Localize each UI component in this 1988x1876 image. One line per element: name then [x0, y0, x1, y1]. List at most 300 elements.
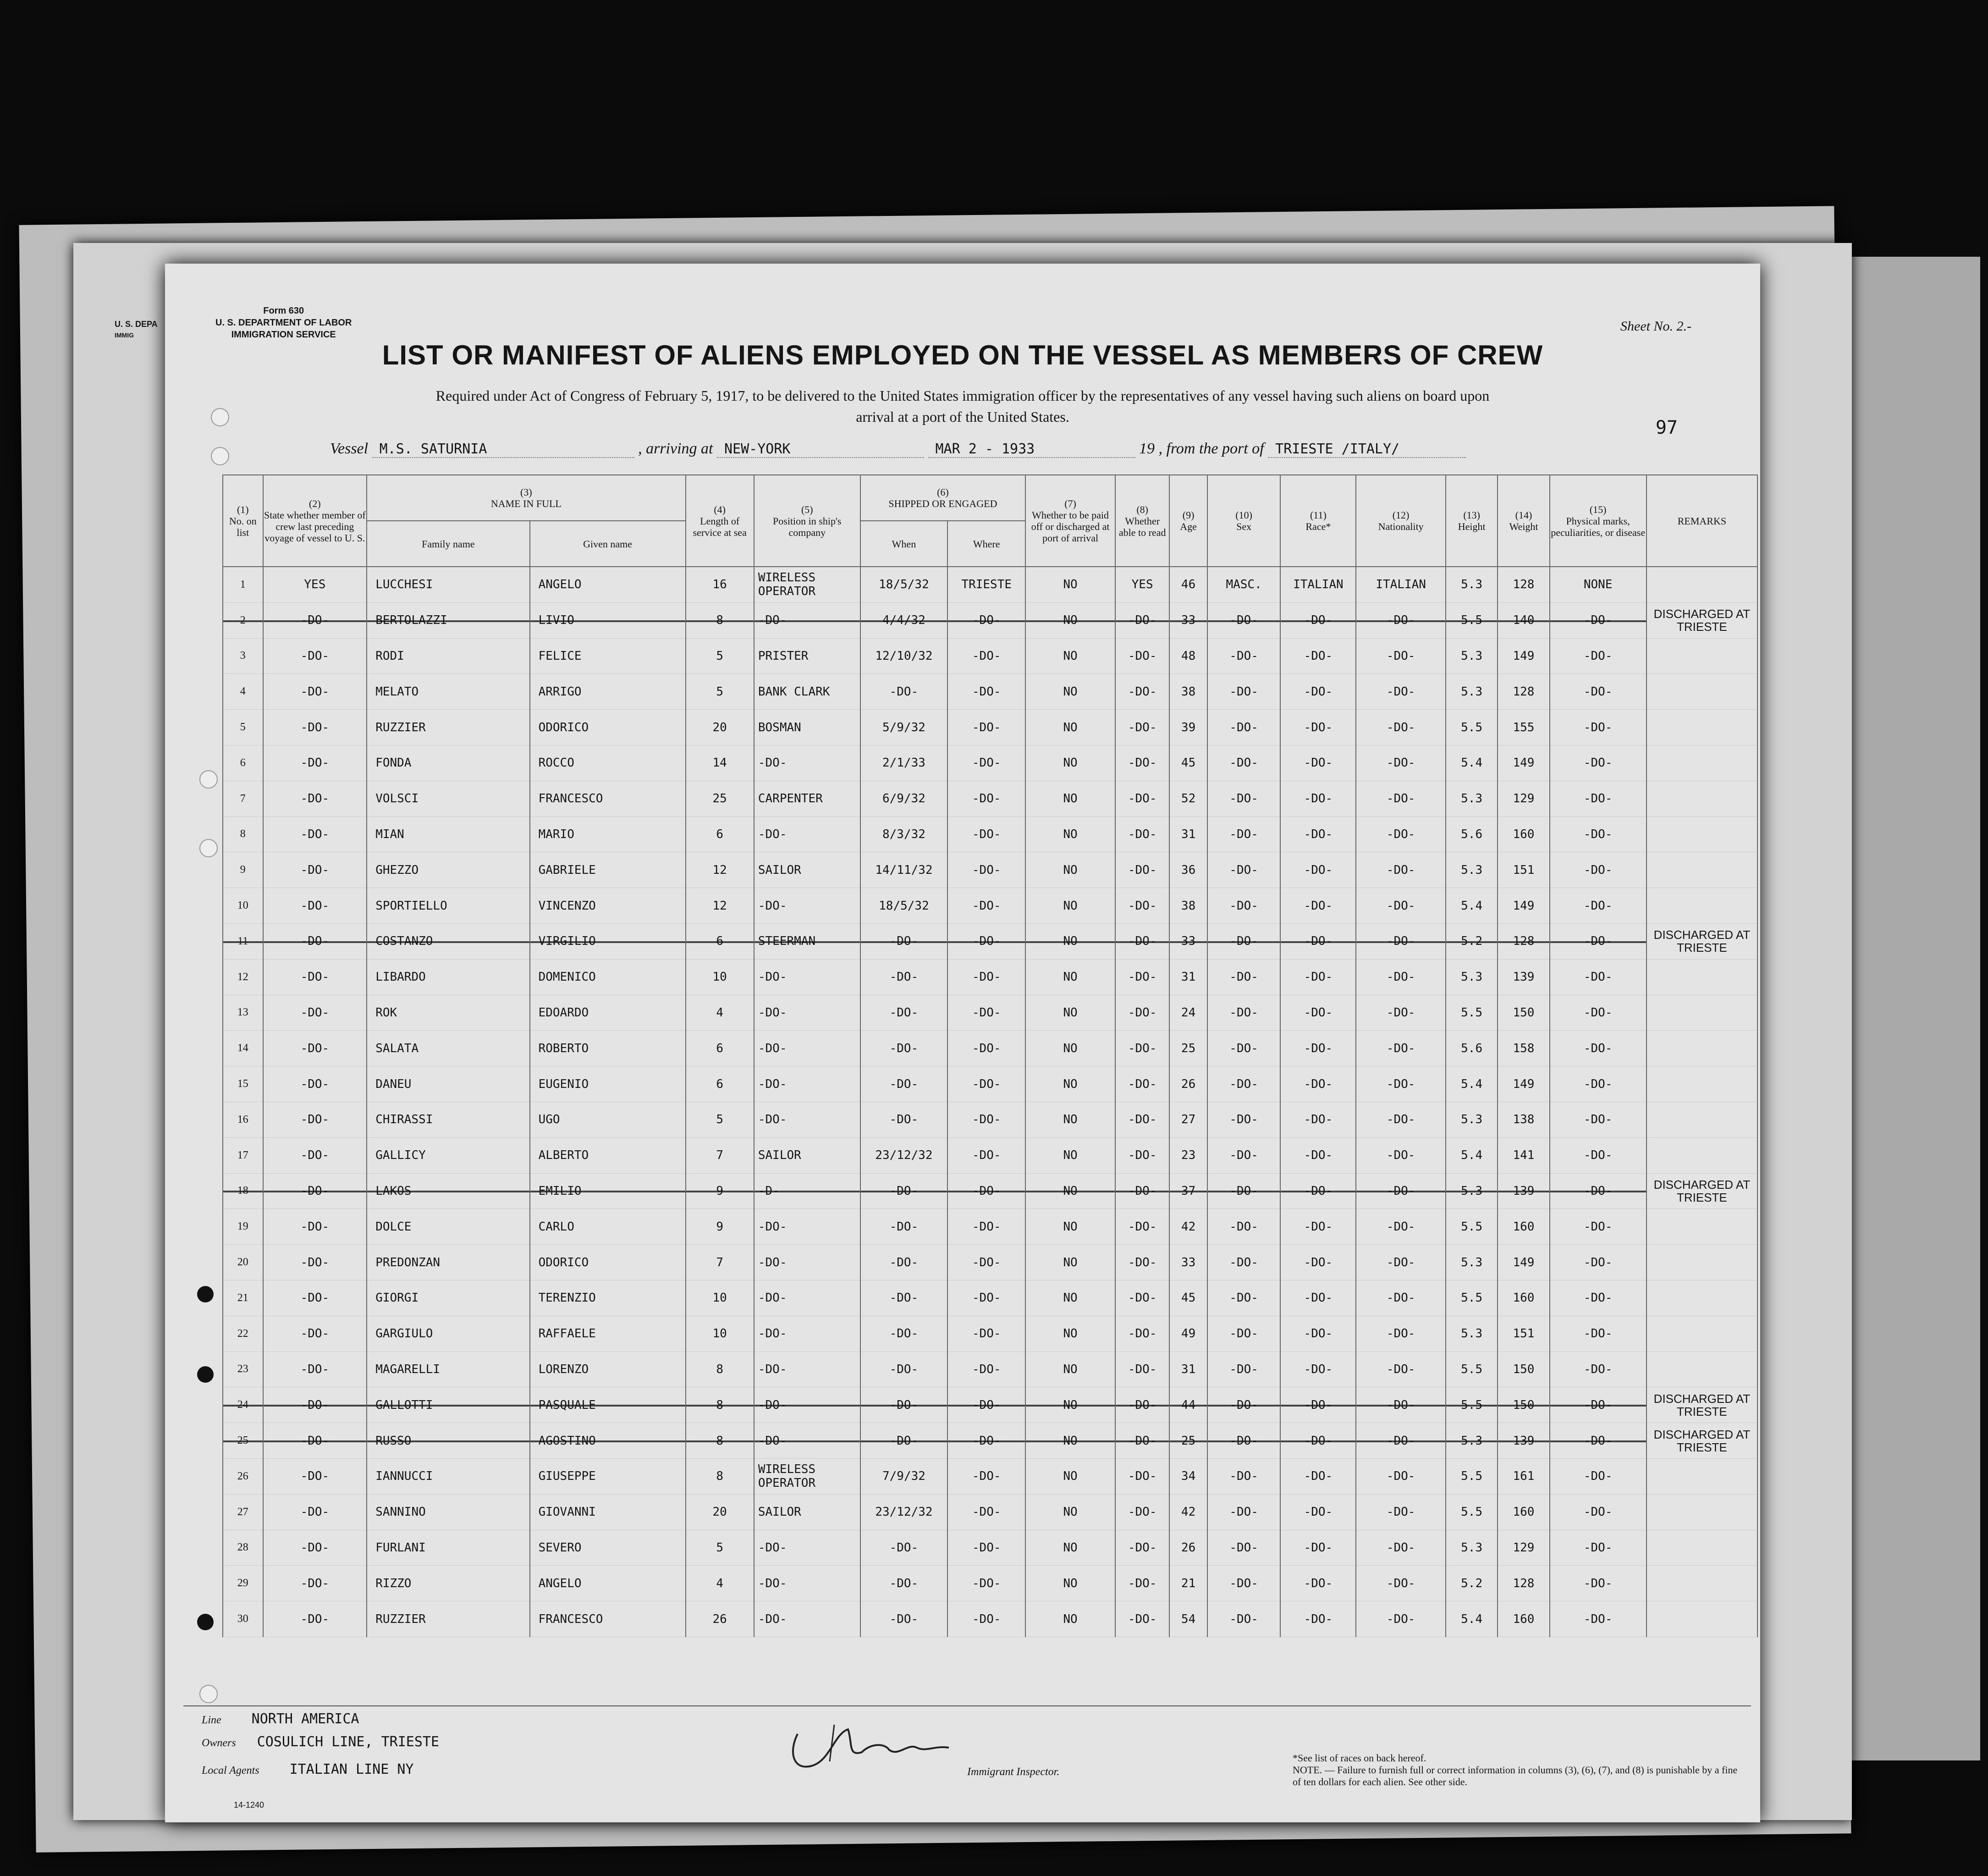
nationality-cell: -DO-	[1356, 674, 1446, 710]
nationality-cell: -DO-	[1356, 1245, 1446, 1280]
paid-off-cell: NO	[1025, 1316, 1115, 1352]
shipped-where-cell: -DO-	[947, 1031, 1025, 1066]
position-cell: -DO-	[754, 1066, 860, 1102]
age-cell: 36	[1169, 852, 1207, 888]
previous-voyage-cell: -DO-	[263, 745, 367, 781]
previous-voyage-cell: -DO-	[263, 852, 367, 888]
position-cell: -DO-	[754, 1209, 860, 1245]
previous-voyage-cell: -DO-	[263, 1423, 367, 1459]
given-name-cell: UGO	[530, 1102, 686, 1137]
given-name-cell: ALBERTO	[530, 1137, 686, 1173]
able-to-read-cell: -DO-	[1115, 1423, 1169, 1459]
height-cell: 5.5	[1446, 1494, 1498, 1530]
remarks-cell: DISCHARGED AT TRIESTE	[1647, 1423, 1757, 1459]
weight-cell: 150	[1498, 995, 1549, 1031]
table-row	[223, 1566, 1757, 1601]
able-to-read-cell: -DO-	[1115, 1280, 1169, 1316]
nationality-cell: -DO-	[1356, 1031, 1446, 1066]
paid-off-cell: NO	[1025, 710, 1115, 745]
race-cell: -DO-	[1280, 1031, 1356, 1066]
given-name-cell: DOMENICO	[530, 959, 686, 995]
weight-cell: 161	[1498, 1458, 1549, 1494]
position-cell: -DO-	[754, 995, 860, 1031]
shipped-where-cell: -DO-	[947, 1494, 1025, 1530]
col-when-header: When	[860, 521, 948, 567]
row-number-cell: 12	[223, 959, 263, 995]
shipped-when-cell: 6/9/32	[860, 781, 948, 817]
race-cell: -DO-	[1280, 1245, 1356, 1280]
age-cell: 26	[1169, 1530, 1207, 1566]
height-cell: 5.4	[1446, 745, 1498, 781]
age-cell: 54	[1169, 1601, 1207, 1637]
col-nationality-header: (12) Nationality	[1356, 475, 1446, 567]
physical-marks-cell: -DO-	[1550, 1031, 1647, 1066]
position-cell: -DO-	[754, 888, 860, 924]
table-row	[223, 1423, 1757, 1459]
family-name-cell: MELATO	[367, 674, 529, 710]
physical-marks-cell: -DO-	[1550, 781, 1647, 817]
remarks-cell	[1647, 781, 1757, 817]
nationality-cell: -DO-	[1356, 602, 1446, 638]
table-row	[223, 852, 1757, 888]
vessel-line	[330, 440, 1466, 458]
shipped-when-cell: 23/12/32	[860, 1137, 948, 1173]
physical-marks-cell: -DO-	[1550, 888, 1647, 924]
sex-cell: MASC.	[1207, 567, 1281, 602]
physical-marks-cell: -DO-	[1550, 1066, 1647, 1102]
shipped-where-cell: -DO-	[947, 1316, 1025, 1352]
race-cell: -DO-	[1280, 1173, 1356, 1209]
height-cell: 5.3	[1446, 567, 1498, 602]
race-cell: -DO-	[1280, 888, 1356, 924]
race-cell: -DO-	[1280, 781, 1356, 817]
col-physical-marks-header: (15) Physical marks, peculiarities, or disease	[1550, 475, 1647, 567]
previous-voyage-cell: -DO-	[263, 1209, 367, 1245]
given-name-cell: CARLO	[530, 1209, 686, 1245]
punch-hole	[199, 839, 218, 857]
able-to-read-cell: -DO-	[1115, 1387, 1169, 1423]
height-cell: 5.4	[1446, 1066, 1498, 1102]
age-cell: 38	[1169, 888, 1207, 924]
punch-hole	[211, 408, 229, 426]
age-cell: 38	[1169, 674, 1207, 710]
paid-off-cell: NO	[1025, 745, 1115, 781]
position-cell: -DO-	[754, 1387, 860, 1423]
previous-voyage-cell: -DO-	[263, 1102, 367, 1137]
shipped-when-cell: -DO-	[860, 1566, 948, 1601]
height-cell: 5.5	[1446, 1209, 1498, 1245]
given-name-cell: ODORICO	[530, 1245, 686, 1280]
sex-cell: -DO-	[1207, 1423, 1281, 1459]
age-cell: 39	[1169, 710, 1207, 745]
line-value: NORTH AMERICA	[251, 1711, 359, 1727]
able-to-read-cell: -DO-	[1115, 1566, 1169, 1601]
table-row	[223, 817, 1757, 852]
race-cell: -DO-	[1280, 710, 1356, 745]
previous-voyage-cell: -DO-	[263, 923, 367, 959]
previous-voyage-cell: -DO-	[263, 1316, 367, 1352]
vessel-name: M.S. SATURNIA	[372, 441, 634, 458]
year-label: 19	[1139, 440, 1155, 457]
height-cell: 5.5	[1446, 1352, 1498, 1387]
able-to-read-cell: -DO-	[1115, 995, 1169, 1031]
row-number-cell: 10	[223, 888, 263, 924]
previous-voyage-cell: -DO-	[263, 817, 367, 852]
family-name-cell: CHIRASSI	[367, 1102, 529, 1137]
able-to-read-cell: -DO-	[1115, 781, 1169, 817]
weight-cell: 141	[1498, 1137, 1549, 1173]
shipped-where-cell: -DO-	[947, 1566, 1025, 1601]
service-length-cell: 20	[686, 1494, 754, 1530]
family-name-cell: LAKOS	[367, 1173, 529, 1209]
able-to-read-cell: -DO-	[1115, 1530, 1169, 1566]
nationality-cell: -DO-	[1356, 1209, 1446, 1245]
remarks-cell	[1647, 674, 1757, 710]
nationality-cell: -DO-	[1356, 638, 1446, 674]
given-name-cell: VINCENZO	[530, 888, 686, 924]
sex-cell: -DO-	[1207, 1031, 1281, 1066]
height-cell: 5.6	[1446, 817, 1498, 852]
previous-voyage-cell: -DO-	[263, 674, 367, 710]
physical-marks-cell: -DO-	[1550, 1423, 1647, 1459]
inspector-label: Immigrant Inspector.	[967, 1766, 1060, 1778]
table-row	[223, 1173, 1757, 1209]
col-service-header: (4) Length of service at sea	[686, 475, 754, 567]
nationality-cell: -DO-	[1356, 1387, 1446, 1423]
family-name-cell: MAGARELLI	[367, 1352, 529, 1387]
previous-voyage-cell: -DO-	[263, 1566, 367, 1601]
weight-cell: 129	[1498, 781, 1549, 817]
weight-cell: 128	[1498, 923, 1549, 959]
shipped-when-cell: -DO-	[860, 995, 948, 1031]
position-cell: -DO-	[754, 1530, 860, 1566]
given-name-cell: GABRIELE	[530, 852, 686, 888]
col-sex-header: (10) Sex	[1207, 475, 1281, 567]
sex-cell: -DO-	[1207, 745, 1281, 781]
service-length-cell: 4	[686, 995, 754, 1031]
arrival-date: MAR 2 - 1933	[928, 441, 1135, 458]
paid-off-cell: NO	[1025, 995, 1115, 1031]
able-to-read-cell: -DO-	[1115, 888, 1169, 924]
position-cell: SAILOR	[754, 1494, 860, 1530]
punch-hole	[211, 447, 229, 465]
family-name-cell: LUCCHESI	[367, 567, 529, 602]
row-number-cell: 29	[223, 1566, 263, 1601]
nationality-cell: -DO-	[1356, 1173, 1446, 1209]
given-name-cell: FRANCESCO	[530, 781, 686, 817]
sex-cell: -DO-	[1207, 1173, 1281, 1209]
given-name-cell: ODORICO	[530, 710, 686, 745]
physical-marks-cell: -DO-	[1550, 710, 1647, 745]
table-row	[223, 1137, 1757, 1173]
weight-cell: 151	[1498, 852, 1549, 888]
able-to-read-cell: -DO-	[1115, 852, 1169, 888]
shipped-when-cell: 18/5/32	[860, 888, 948, 924]
shipped-where-cell: -DO-	[947, 1458, 1025, 1494]
position-cell: -DO-	[754, 1566, 860, 1601]
remarks-cell	[1647, 1566, 1757, 1601]
position-cell: PRISTER	[754, 638, 860, 674]
age-cell: 21	[1169, 1566, 1207, 1601]
col-family-name-header: Family name	[367, 521, 529, 567]
remarks-cell	[1647, 638, 1757, 674]
height-cell: 5.5	[1446, 1280, 1498, 1316]
row-number-cell: 3	[223, 638, 263, 674]
nationality-cell: -DO-	[1356, 1316, 1446, 1352]
nationality-cell: -DO-	[1356, 1601, 1446, 1637]
shipped-where-cell: -DO-	[947, 1173, 1025, 1209]
sex-cell: -DO-	[1207, 1316, 1281, 1352]
given-name-cell: ARRIGO	[530, 674, 686, 710]
given-name-cell: TERENZIO	[530, 1280, 686, 1316]
previous-voyage-cell: -DO-	[263, 1352, 367, 1387]
sex-cell: -DO-	[1207, 1458, 1281, 1494]
shipped-when-cell: -DO-	[860, 1423, 948, 1459]
row-number-cell: 27	[223, 1494, 263, 1530]
height-cell: 5.3	[1446, 1173, 1498, 1209]
row-number-cell: 21	[223, 1280, 263, 1316]
previous-voyage-cell: -DO-	[263, 1458, 367, 1494]
weight-cell: 160	[1498, 817, 1549, 852]
given-name-cell: EDOARDO	[530, 995, 686, 1031]
row-number-cell: 4	[223, 674, 263, 710]
shipped-where-cell: -DO-	[947, 781, 1025, 817]
table-row	[223, 1458, 1757, 1494]
agents-label: Local Agents	[202, 1765, 259, 1777]
row-number-cell: 17	[223, 1137, 263, 1173]
race-cell: -DO-	[1280, 1316, 1356, 1352]
col-remarks-header: REMARKS	[1647, 475, 1757, 567]
paid-off-cell: NO	[1025, 959, 1115, 995]
remarks-cell	[1647, 1352, 1757, 1387]
age-cell: 48	[1169, 638, 1207, 674]
sex-cell: -DO-	[1207, 1137, 1281, 1173]
given-name-cell: FELICE	[530, 638, 686, 674]
weight-cell: 139	[1498, 1423, 1549, 1459]
race-cell: -DO-	[1280, 995, 1356, 1031]
remarks-cell	[1647, 1102, 1757, 1137]
footer-line	[202, 1711, 359, 1727]
nationality-cell: -DO-	[1356, 923, 1446, 959]
previous-voyage-cell: -DO-	[263, 959, 367, 995]
shipped-where-cell: -DO-	[947, 959, 1025, 995]
weight-cell: 128	[1498, 674, 1549, 710]
sex-cell: -DO-	[1207, 1601, 1281, 1637]
page-number: 97	[1655, 417, 1678, 438]
family-name-cell: DANEU	[367, 1066, 529, 1102]
table-row	[223, 602, 1757, 638]
sex-cell: -DO-	[1207, 710, 1281, 745]
height-cell: 5.2	[1446, 1566, 1498, 1601]
physical-marks-cell: -DO-	[1550, 852, 1647, 888]
position-cell: -DO-	[754, 817, 860, 852]
sex-cell: -DO-	[1207, 1566, 1281, 1601]
table-row	[223, 1352, 1757, 1387]
remarks-cell	[1647, 1494, 1757, 1530]
height-cell: 5.3	[1446, 1102, 1498, 1137]
able-to-read-cell: -DO-	[1115, 1031, 1169, 1066]
race-cell: -DO-	[1280, 959, 1356, 995]
row-number-cell: 24	[223, 1387, 263, 1423]
remarks-cell	[1647, 888, 1757, 924]
paid-off-cell: NO	[1025, 781, 1115, 817]
physical-marks-cell: -DO-	[1550, 1530, 1647, 1566]
service-length-cell: 7	[686, 1245, 754, 1280]
position-cell: WIRELESS OPERATOR	[754, 1458, 860, 1494]
paid-off-cell: NO	[1025, 1209, 1115, 1245]
punch-hole	[197, 1614, 214, 1630]
race-cell: -DO-	[1280, 817, 1356, 852]
sex-cell: -DO-	[1207, 1280, 1281, 1316]
shipped-when-cell: -DO-	[860, 1387, 948, 1423]
position-cell: CARPENTER	[754, 781, 860, 817]
shipped-where-cell: -DO-	[947, 995, 1025, 1031]
given-name-cell: SEVERO	[530, 1530, 686, 1566]
remarks-cell	[1647, 1458, 1757, 1494]
remarks-cell	[1647, 959, 1757, 995]
nationality-cell: ITALIAN	[1356, 567, 1446, 602]
remarks-cell	[1647, 710, 1757, 745]
previous-voyage-cell: -DO-	[263, 781, 367, 817]
family-name-cell: RUSSO	[367, 1423, 529, 1459]
service-length-cell: 10	[686, 1316, 754, 1352]
height-cell: 5.3	[1446, 1423, 1498, 1459]
weight-cell: 151	[1498, 1316, 1549, 1352]
shipped-where-cell: -DO-	[947, 1280, 1025, 1316]
nationality-cell: -DO-	[1356, 745, 1446, 781]
age-cell: 42	[1169, 1209, 1207, 1245]
race-cell: -DO-	[1280, 1066, 1356, 1102]
paid-off-cell: NO	[1025, 1601, 1115, 1637]
previous-voyage-cell: -DO-	[263, 1530, 367, 1566]
punch-hole	[199, 1685, 218, 1703]
age-cell: 31	[1169, 1352, 1207, 1387]
form-code: 14-1240	[234, 1800, 264, 1810]
family-name-cell: RIZZO	[367, 1566, 529, 1601]
row-number-cell: 22	[223, 1316, 263, 1352]
shipped-when-cell: 18/5/32	[860, 567, 948, 602]
weight-cell: 160	[1498, 1494, 1549, 1530]
shipped-where-cell: -DO-	[947, 817, 1025, 852]
shipped-when-cell: -DO-	[860, 1066, 948, 1102]
able-to-read-cell: -DO-	[1115, 923, 1169, 959]
shipped-where-cell: -DO-	[947, 923, 1025, 959]
family-name-cell: RUZZIER	[367, 1601, 529, 1637]
remarks-cell: DISCHARGED AT TRIESTE	[1647, 602, 1757, 638]
paid-off-cell: NO	[1025, 602, 1115, 638]
race-cell: -DO-	[1280, 1494, 1356, 1530]
nationality-cell: -DO-	[1356, 1102, 1446, 1137]
able-to-read-cell: -DO-	[1115, 710, 1169, 745]
previous-voyage-cell: -DO-	[263, 1137, 367, 1173]
table-row	[223, 1316, 1757, 1352]
row-number-cell: 7	[223, 781, 263, 817]
height-cell: 5.5	[1446, 1387, 1498, 1423]
physical-marks-cell: -DO-	[1550, 1601, 1647, 1637]
sex-cell: -DO-	[1207, 1209, 1281, 1245]
service-length-cell: 25	[686, 781, 754, 817]
able-to-read-cell: -DO-	[1115, 1494, 1169, 1530]
previous-voyage-cell: -DO-	[263, 710, 367, 745]
paid-off-cell: NO	[1025, 1137, 1115, 1173]
shipped-where-cell: -DO-	[947, 1102, 1025, 1137]
service-length-cell: 5	[686, 1530, 754, 1566]
table-row	[223, 567, 1757, 602]
service-length-cell: 14	[686, 745, 754, 781]
position-cell: -DO-	[754, 1601, 860, 1637]
able-to-read-cell: -DO-	[1115, 1066, 1169, 1102]
row-number-cell: 18	[223, 1173, 263, 1209]
col-previous-voyage-header: (2) State whether member of crew last preceding voyage of vessel to U. S.	[263, 475, 367, 567]
paid-off-cell: NO	[1025, 817, 1115, 852]
table-row	[223, 1280, 1757, 1316]
shipped-where-cell: -DO-	[947, 888, 1025, 924]
punch-hole	[197, 1286, 214, 1302]
nationality-cell: -DO-	[1356, 959, 1446, 995]
remarks-cell	[1647, 1209, 1757, 1245]
table-row	[223, 959, 1757, 995]
physical-marks-cell: -DO-	[1550, 1387, 1647, 1423]
previous-voyage-cell: YES	[263, 567, 367, 602]
physical-marks-cell: -DO-	[1550, 1458, 1647, 1494]
previous-voyage-cell: -DO-	[263, 638, 367, 674]
row-number-cell: 8	[223, 817, 263, 852]
paid-off-cell: NO	[1025, 923, 1115, 959]
row-number-cell: 16	[223, 1102, 263, 1137]
shipped-when-cell: -DO-	[860, 1209, 948, 1245]
physical-marks-cell: -DO-	[1550, 1280, 1647, 1316]
row-number-cell: 2	[223, 602, 263, 638]
table-row	[223, 1031, 1757, 1066]
service-length-cell: 7	[686, 1137, 754, 1173]
shipped-when-cell: 12/10/32	[860, 638, 948, 674]
able-to-read-cell: -DO-	[1115, 638, 1169, 674]
age-cell: 42	[1169, 1494, 1207, 1530]
shipped-where-cell: -DO-	[947, 1137, 1025, 1173]
paid-off-cell: NO	[1025, 638, 1115, 674]
sex-cell: -DO-	[1207, 817, 1281, 852]
family-name-cell: BERTOLAZZI	[367, 602, 529, 638]
shipped-where-cell: -DO-	[947, 710, 1025, 745]
shipped-when-cell: -DO-	[860, 1031, 948, 1066]
shipped-where-cell: -DO-	[947, 1423, 1025, 1459]
sheet-number: Sheet No. 2.-	[1620, 319, 1691, 334]
col-age-header: (9) Age	[1169, 475, 1207, 567]
shipped-where-cell: -DO-	[947, 1387, 1025, 1423]
nationality-cell: -DO-	[1356, 1530, 1446, 1566]
owners-value: COSULICH LINE, TRIESTE	[257, 1734, 440, 1750]
nationality-cell: -DO-	[1356, 852, 1446, 888]
paid-off-cell: NO	[1025, 1387, 1115, 1423]
row-number-cell: 13	[223, 995, 263, 1031]
previous-voyage-cell: -DO-	[263, 1066, 367, 1102]
inspector-signature	[779, 1716, 972, 1780]
table-row	[223, 1494, 1757, 1530]
table-row	[223, 710, 1757, 745]
position-cell: WIRELESS OPERATOR	[754, 567, 860, 602]
nationality-cell: -DO-	[1356, 781, 1446, 817]
shipped-when-cell: 4/4/32	[860, 602, 948, 638]
family-name-cell: MIAN	[367, 817, 529, 852]
sex-cell: -DO-	[1207, 852, 1281, 888]
family-name-cell: GALLOTTI	[367, 1387, 529, 1423]
given-name-cell: AGOSTINO	[530, 1423, 686, 1459]
shipped-when-cell: -DO-	[860, 923, 948, 959]
row-number-cell: 20	[223, 1245, 263, 1280]
remarks-cell	[1647, 995, 1757, 1031]
able-to-read-cell: -DO-	[1115, 602, 1169, 638]
weight-cell: 138	[1498, 1102, 1549, 1137]
